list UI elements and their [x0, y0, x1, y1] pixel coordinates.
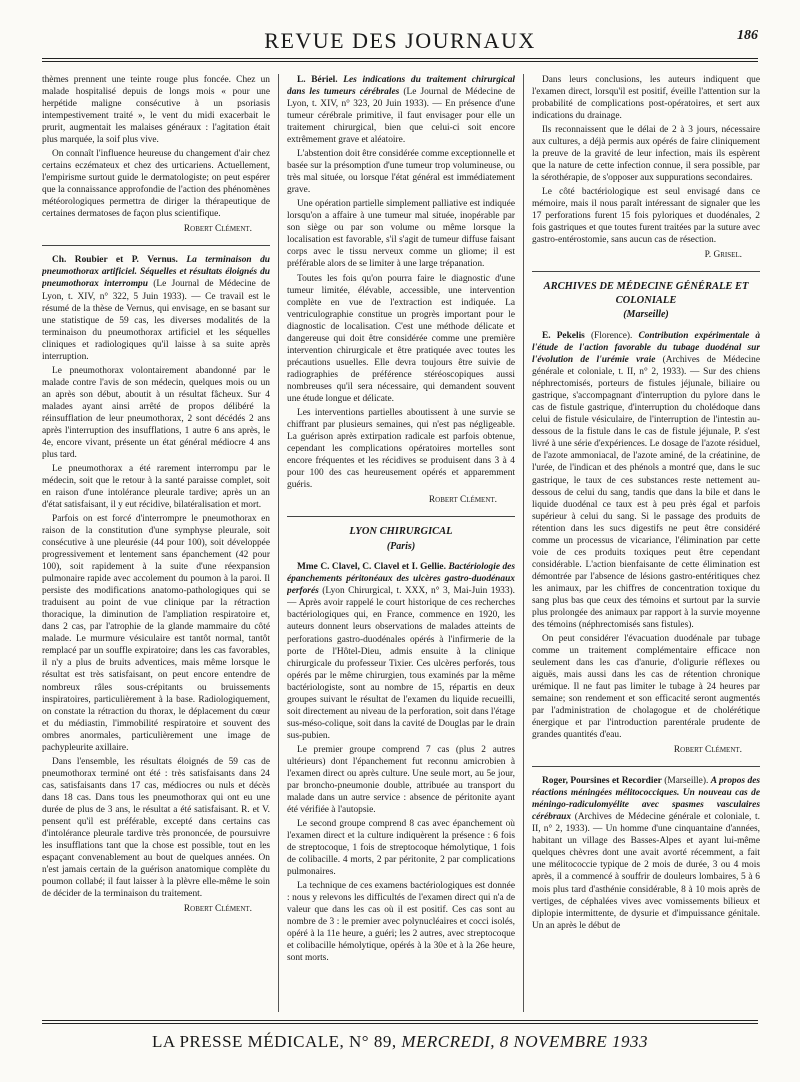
article-place: (Florence).	[590, 331, 633, 342]
journal-section-city: (Marseille)	[623, 309, 669, 321]
article-place: (Marseille).	[664, 776, 709, 787]
journal-section-title: LYON CHIRURGICAL	[349, 526, 453, 538]
paragraph: Le pneumothorax volontairement abandonné par le malade contre l'avis de son médecin, quelques mois ou un an après son début, aboutit à un résultat fâcheux. Sur 4 malades ayant ainsi arrêté de propos délibéré la réinsufflation de leur pneumothorax, 2 sont décédés 2 ans après l'interruption des insufflations, 1 autre 6 ans après, le 4e, encore vivant, présente un état général médiocre 4 ans plus tard.	[42, 365, 270, 460]
header-rule	[42, 58, 758, 59]
article-heading	[42, 254, 270, 362]
paragraph: thèmes prennent une teinte rouge plus foncée. Chez un malade hospitalisé depuis de longs mois « pour une herpétide maligne consécutive à un psoriasis intempestivement traité », le vent du midi exacerbait le prurit, augmentait les malaises généraux : l'agitation était plus marquée, la soif plus vive.	[42, 75, 270, 146]
page-header	[0, 22, 800, 62]
article-authors: Ch. Roubier et P. Vernus.	[52, 255, 178, 266]
journal-section-title: ARCHIVES DE MÉDECINE GÉNÉRALE ET COLONIALE	[543, 281, 749, 306]
column-divider	[278, 74, 279, 1012]
paragraph: Parfois on est forcé d'interrompre le pneumothorax en raison de la constitution d'une symphyse pleurale, soit consécutive à une pleurésie (44 pour 100), soit développée progressivement et lentement sans épanchement (42 pour 100), soit rapidement à la suite d'une réexpansion pulmonaire rapide avec accolement du poumon à la paroi. Il persiste des modifications anatomo-pathologiques qui se traduisent au point de vue clinique par la rétraction thoracique, la diminution de l'ampliation respiratoire et, dans 2 cas, par l'atrophie de la glande mammaire du côté malade. Le murmure vésiculaire est tantôt normal, tantôt remplacé par un souffle expiratoire; dans les cas favorables, il n'y a plus de bruits adventices, mais même lorsque le résultat est très satisfaisant, on peut encore entendre de nombreux râles sous-crépitants ou bruissements inspiratoires, particulièrement à la base. Radiologiquement, on constate la rétraction du thorax, le déplacement du cœur et du médiastin, l'immobilité respiratoire et souvent des ombres anormales, particulièrement une image de pachypleurite axillaire.	[42, 514, 270, 753]
paragraph: Ils reconnaissent que le délai de 2 à 3 jours, nécessaire aux cultures, a déjà permis aux opérés de faire cliniquement la preuve de la gravité de leur infection, mais ils espèrent que la nature de cette infection connue, il sera possible, par la sérothérapie, de s'opposer aux suppurations secondaires.	[532, 125, 760, 184]
article-separator	[42, 245, 270, 246]
signature: P. Grisel.	[704, 250, 742, 261]
paragraph: Dans l'ensemble, les résultats éloignés de 59 cas de pneumothorax terminé ont été : très satisfaisants dans 24 cas, satisfaisants dans 17 cas, médiocres ou nuls et décès dans 18 cas. Dans tous les pneumothorax qui ont eu une durée de plus de 3 ans, le résultat a été satisfaisant. R. et V. pensent qu'il est préférable, excepté dans certains cas d'intolérance pleurale tardive très prononcée, de poursuivre les insufflations tant que la chose est possible, tout en les espaçant convenablement au bout de quelques années. On n'est jamais certain de la guérison anatomique complète du poumon collabé; il faut laisser à la plèvre elle-même le soin de décider de la terminaison du traitement.	[42, 756, 270, 900]
article-separator	[287, 516, 515, 517]
article-separator	[532, 766, 760, 767]
article-title: A propos des réactions méningées mélitococciques. Un nouveau cas de méningo-radiculomyélite avec spasmes vasculaires cérébraux	[532, 776, 760, 823]
footer-rule	[42, 1020, 758, 1021]
article-heading	[287, 561, 515, 741]
column-divider	[523, 74, 524, 1012]
signature: Robert Clément.	[673, 745, 742, 756]
article-title: Bactériologie des épanchements péritonéaux des ulcères gastro-duodénaux perforés	[287, 562, 515, 597]
footer-date: MERCREDI, 8 NOVEMBRE 1933	[401, 1032, 649, 1051]
column-3	[532, 74, 760, 1012]
article-reference: (Archives de Médecine générale et coloniale, t. II, n° 2, 1933). — Un homme d'une cinquantaine d'années, habitant un village des Basses-Alpes et ayant lui-même quelques chèvres dont une avait avorté récemment, a fait une mélitococcie typique de 2 mois de durée, 3 ou 4 mois après, il a commencé à souffrir de douleurs lombaires, 5 à 6 mois plus tard d'asthénie considérable, 8 à 10 mois après de vertiges, de céphalées vives avec vomissements bilieux et diplopie intermittente, de dysurie et d'impuissance génitale. Un an après le début de	[532, 812, 760, 931]
article-reference: (Le Journal de Médecine de Lyon, t. XIV, n° 323, 20 Juin 1933). — En présence d'une tumeur cérébrale primitive, il faut envisager pour elle un traitement chirurgical, bien que celui-ci soit encore extrêmement grave et aléatoire.	[287, 87, 515, 146]
paragraph: Une opération partielle simplement palliative est indiquée lorsqu'on a affaire à une tumeur mal située, inopérable par son siège ou par son volume ou même lorsque la localisation est favorable, s'il s'agit de tumeur diffuse faisant corps avec le tissu nerveux comme un gliome; il est préférable alors de se limiter à une large trépanation.	[287, 199, 515, 270]
article-heading	[287, 74, 515, 146]
article-authors: Mme C. Clavel, C. Clavel et I. Gellie.	[297, 562, 446, 573]
footer-rule-2	[42, 1023, 758, 1024]
masthead: REVUE DES JOURNAUX	[264, 28, 536, 53]
article-authors: E. Pekelis	[542, 331, 585, 342]
paragraph: Dans leurs conclusions, les auteurs indiquent que l'examen direct, lorsqu'il est positif, éveille l'attention sur la probabilité de complications post-opératoires, et sert aux indications du drainage.	[532, 75, 760, 122]
page-number: 186	[737, 28, 758, 43]
paragraph: Le premier groupe comprend 7 cas (plus 2 autres ultérieurs) dont l'épanchement fut reconnu amicrobien à l'examen direct ou après culture. Une seule mort, au 5e jour, par broncho-pneumonie double, attribuée au transport du malade dans un autre service : absence de péritonite ayant été vérifiée à l'autopsie.	[287, 744, 515, 815]
footer-line	[0, 1032, 800, 1052]
paragraph: Le côté bactériologique est seul envisagé dans ce mémoire, mais il nous paraît intéressant de signaler que les 17 perforations furent 15 fois pyloriques et duodénales, 2 fois gastriques et que toutes furent traitées par la suture avec gastro-entérostomie, sans aucun cas de résection.	[532, 187, 760, 246]
header-rule-2	[42, 61, 758, 62]
paragraph: Le second groupe comprend 8 cas avec épanchement où l'examen direct et la culture indiquèrent la présence : 6 fois de streptocoque, 1 fois de streptocoque hémolytique, 1 fois de colibacille. 4 morts, 2 par péritonite, 2 par complications pulmonaires.	[287, 818, 515, 878]
article-columns	[42, 74, 760, 1012]
article-heading	[532, 330, 760, 631]
article-title: Les indications du traitement chirurgical dans les tumeurs cérébrales	[287, 75, 515, 98]
paragraph: On connaît l'influence heureuse du changement d'air chez certains eczémateux et chez des urticariens. Actuellement, l'empirisme surtout guide le dermatologiste; on peut espérer que la connaissance approfondie de l'action des phénomènes météorologiques permettra de diriger la thérapeutique de certaines dermatoses de façon plus scientifique.	[42, 149, 270, 220]
paragraph: La technique de ces examens bactériologiques est donnée : nous y relevons les difficultés de l'examen direct qui n'a de valeur que dans les cas où il est positif. Ces cas sont au nombre de 3 : le premier avec polynucléaires et cocci isolés, opéré à la 11e heure, a guéri; les 2 autres, avec streptocoque et colibacille hémolytique, opérés à la 30e et à la 26e heure, sont morts.	[287, 881, 515, 964]
article-authors: Roger, Poursines et Recordier	[542, 776, 662, 787]
article-authors: L. Bériel.	[297, 75, 338, 85]
column-2	[287, 74, 515, 1012]
article-reference: (Le Journal de Médecine de Lyon, t. XIV, n° 322, 5 Juin 1933). — Ce travail est le résumé de la thèse de Vernus, qui envisage, en se basant sur une statistique de 59 cas, les diverses modalités de la terminaison du pneumothorax artificiel et les séquelles cliniques et radiologiques qu'il laisse à sa suite après interruption.	[42, 279, 270, 362]
paragraph: Le pneumothorax a été rarement interrompu par le médecin, soit que le retour à la santé paraisse complet, soit en raison d'une intolérance pleurale tardive; après un an d'état satisfaisant, il y eut récidive, bilatéralisation et mort.	[42, 463, 270, 511]
signature: Robert Clément.	[428, 495, 497, 506]
signature: Robert Clément.	[183, 224, 252, 235]
paragraph: Les interventions partielles aboutissent à une survie se chiffrant par plusieurs semaines, qui n'est pas négligeable. La guérison après extirpation radicale est parfois obtenue, cependant les complications opératoires mortelles sont encore fréquentes et les récidives se produisent dans 3 à 4 pour 100 des cas heureusement opérés et apparemment guéris.	[287, 407, 515, 491]
column-1	[42, 74, 270, 1012]
signature: Robert Clément.	[183, 904, 252, 915]
footer-journal: LA PRESSE MÉDICALE, N° 89,	[151, 1032, 397, 1051]
article-reference: (Lyon Chirurgical, t. XXX, n° 3, Mai-Juin 1933). — Après avoir rappelé le court historique de ces recherches bactériologiques qui, en France, commence en 1920, les auteurs donnent leurs observations de malades atteints de perforations gastro-duodénales opérés à l'infirmerie de la porte de l'Hôtel-Dieu, admis ensuite à la clinique chirurgicale du professeur Tixier. Ces ulcères perforés, tous opérés par le même chirurgien, tous examinés par la même bactériologiste, sont au nombre de 15, répartis en deux groupes suivant le résultat de l'examen du liquide recueilli, soit directement au niveau de la perforation, soit dans l'étage sus-méso-colique, soit dans la cavité de Douglas par le drain sus-pubien.	[287, 586, 515, 741]
article-title: Contribution expérimentale à l'étude de l'action favorable du tubage duodénal sur l'évolution de l'urémie vraie	[532, 331, 760, 366]
paragraph: On peut considérer l'évacuation duodénale par tubage comme un traitement complémentaire efficace non seulement dans les cas d'anurie, d'oligurie réflexes ou aiguës, mais aussi dans les cas de rétention chronique urémique. Il ne faut pas limiter le tubage à 24 heures par semaine; son rendement et son efficacité seront augmentés par l'administration de cholagogue et de cholérétique énergique et par l'introduction parentérale prudente de grandes quantités d'eau.	[532, 633, 760, 741]
article-title: La terminaison du pneumothorax artificiel. Séquelles et résultats éloignés du pneumothorax interrompu	[42, 255, 270, 290]
article-separator	[532, 271, 760, 272]
article-heading	[532, 775, 760, 931]
page-footer	[0, 1020, 800, 1060]
article-reference: (Archives de Médecine générale et coloniale, t. II, n° 2, 1933). — Sur des chiens néphrectomisés, porteurs de fistules jéjunale, biliaire ou gastrique, s'accompagnant d'interruption du pylore dans le cas de fistule gastrique, d'interruption du cholédoque dans celui de fistule vésiculaire, de l'interruption de l'intestin au-dessous de la fistule dans le cas de fistule jéjunale, P. s'est livré à une série d'expériences. Le dosage de l'azote résiduel, de l'azote ammoniacal, de l'azote aminé, de la créatinine, de l'urée, de l'indican et des phénols a montré que, dans le suc gastrique, le taux de ces substances reste nettement au-dessous de celui du sang, tandis que dans la bile et dans le liquide duodénal ce taux est à peu près égal et parfois supérieur à celui du sang. Si le passage des produits de rétention dans les sucs digestifs ne peut être considéré comme un processus de vicariance, l'élimination par cette voie de ces produits toxiques peut être cependant considérable. L'action bienfaisante de cette élimination est démontrée par l'absence de lésions gastro-entéritiques chez les animaux, par les chiffres de concentration toxique du sang plus bas que ceux des témoins et surtout par la survie plus prolongée des animaux par rapport à la survie moyenne des témoins (néphrectomisés sans fistules).	[532, 355, 760, 630]
paragraph: Toutes les fois qu'on pourra faire le diagnostic d'une tumeur limitée, élévable, accessible, une intervention complète en vue de l'extraction est indiquée. La ventriculographie constitue un progrès important pour le diagnostic de localisation. C'est une méthode délicate et dangereuse qui doit être considérée comme une première intervention chirurgicale et être pratiquée avec toutes les précautions usuelles. Elle devra toujours être suivie de radiographies de préférence stéréoscopiques aussi nombreuses qu'il sera nécessaire, qui demandent souvent une étude longue et délicate.	[287, 273, 515, 404]
journal-section-city: (Paris)	[386, 540, 416, 552]
paragraph: L'abstention doit être considérée comme exceptionnelle et basée sur la présomption d'une tumeur trop volumineuse, ou très mal située, ou lorsque l'état général est immédiatement grave.	[287, 149, 515, 196]
